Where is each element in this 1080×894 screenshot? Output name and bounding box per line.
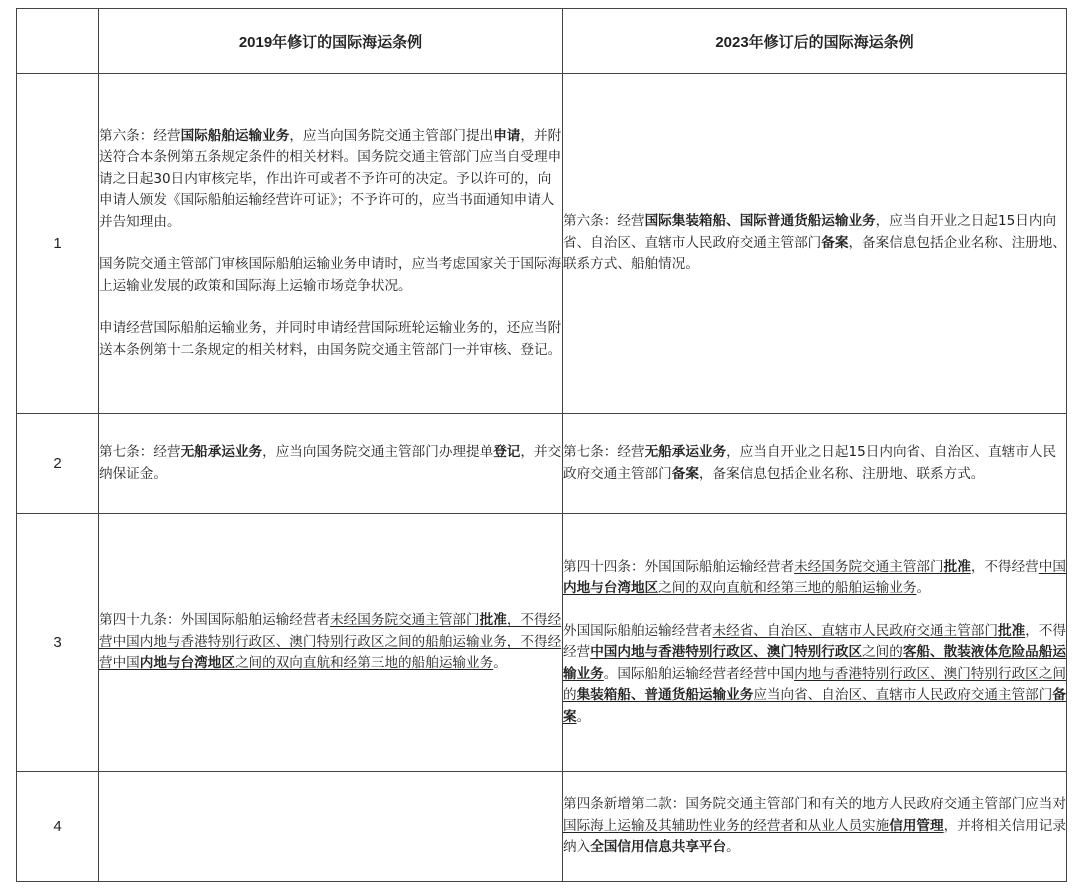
new-article-cell — [563, 414, 1067, 514]
row-number: 3 — [17, 514, 99, 772]
row-number: 2 — [17, 414, 99, 514]
old-article-cell — [99, 74, 563, 414]
paragraph: 第六条：经营国际集装箱船、国际普通货船运输业务，应当自开业之日起15日内向省、自治区、直辖市人民政府交通主管部门备案，备案信息包括企业名称、注册地、联系方式、船舶情况。 — [563, 213, 1066, 273]
new-article-cell — [563, 772, 1067, 882]
table-row — [17, 772, 1067, 882]
table-row — [17, 414, 1067, 514]
header-index — [17, 9, 99, 74]
paragraph: 外国国际船舶运输经营者未经省、自治区、直辖市人民政府交通主管部门批准，不得经营中国内地与香港特别行政区、澳门特别行政区之间的客船、散装液体危险品船运输业务。国际船舶运输经营者经营中国内地与香港特别行政区、澳门特别行政区之间的集装箱船、普通货船运输业务应当向省、自治区、直辖市人民政府交通主管部门备案。 — [563, 622, 1066, 725]
old-article-cell-empty — [99, 772, 563, 882]
header-2023: 2023年修订后的国际海运条例 — [563, 9, 1067, 74]
paragraph: 第四条新增第二款：国务院交通主管部门和有关的地方人民政府交通主管部门应当对国际海上运输及其辅助性业务的经营者和从业人员实施信用管理，并将相关信用记录纳入全国信用信息共享平台。 — [563, 796, 1066, 856]
new-article-cell — [563, 514, 1067, 772]
row-number: 1 — [17, 74, 99, 414]
old-article-cell — [99, 414, 563, 514]
header-2019: 2019年修订的国际海运条例 — [99, 9, 563, 74]
paragraph: 第七条：经营无船承运业务，应当向国务院交通主管部门办理提单登记，并交纳保证金。 — [99, 444, 562, 482]
paragraph: 第四十四条：外国国际船舶运输经营者未经国务院交通主管部门批准，不得经营中国内地与台湾地区之间的双向直航和经第三地的船舶运输业务。 — [563, 558, 1066, 597]
table-row — [17, 74, 1067, 414]
paragraph: 申请经营国际船舶运输业务，并同时申请经营国际班轮运输业务的，还应当附送本条例第十二条规定的相关材料，由国务院交通主管部门一并审核、登记。 — [99, 320, 562, 358]
paragraph: 第七条：经营无船承运业务，应当自开业之日起15日内向省、自治区、直辖市人民政府交通主管部门备案，备案信息包括企业名称、注册地、联系方式。 — [563, 444, 1057, 482]
paragraph: 国务院交通主管部门审核国际船舶运输业务申请时，应当考虑国家关于国际海上运输业发展的政策和国际海上运输市场竞争状况。 — [99, 256, 562, 294]
header-row — [17, 9, 1067, 74]
paragraph: 第六条：经营国际船舶运输业务，应当向国务院交通主管部门提出申请，并附送符合本条例第五条规定条件的相关材料。国务院交通主管部门应当自受理申请之日起30日内审核完毕，作出许可或者不予许可的决定。予以许可的，向申请人颁发《国际船舶运输经营许可证》；不予许可的，应当书面通知申请人并告知理由。 — [99, 127, 562, 230]
comparison-table — [16, 8, 1067, 882]
paragraph: 第四十九条：外国国际船舶运输经营者未经国务院交通主管部门批准，不得经营中国内地与香港特别行政区、澳门特别行政区之间的船舶运输业务，不得经营中国内地与台湾地区之间的双向直航和经第三地的船舶运输业务。 — [99, 612, 562, 672]
old-article-cell — [99, 514, 563, 772]
new-article-cell — [563, 74, 1067, 414]
table-row — [17, 514, 1067, 772]
row-number: 4 — [17, 772, 99, 882]
